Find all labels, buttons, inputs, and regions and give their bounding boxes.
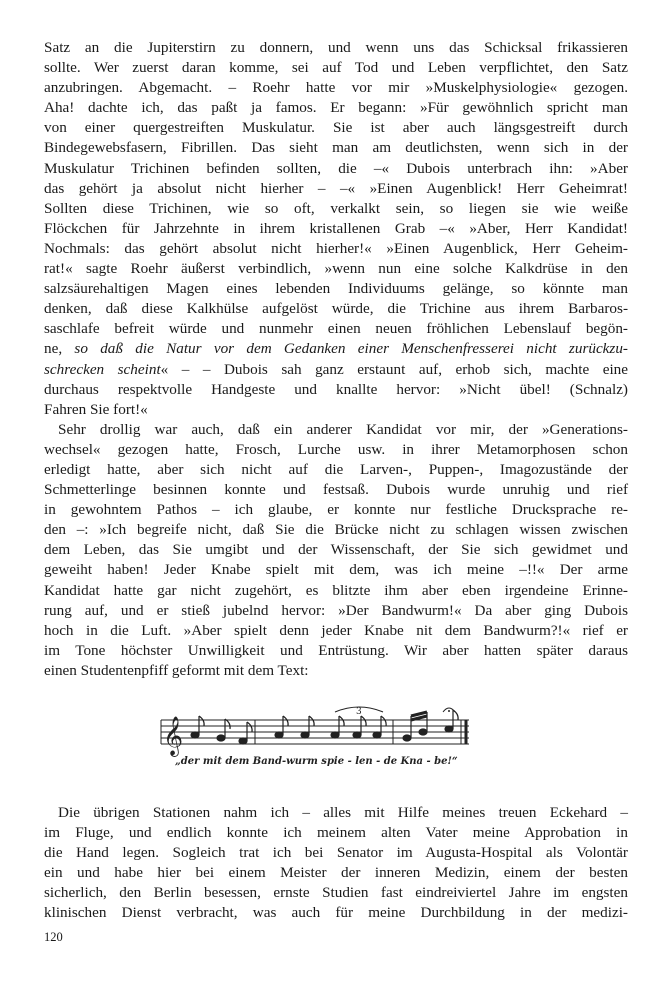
text-line: im Tone höchster Unwilligkeit und Entrüstung. Wir aber hatten später daraus	[44, 641, 628, 659]
text-line: Bindegewebsfasern, Fibrillen. Das sieht man am deutlichsten, wenn sich in der	[44, 139, 628, 157]
text-line: erledigt hatte, aber sich nicht auf die Larven-, Puppen-, Imagozustände der	[44, 460, 628, 478]
notes	[191, 710, 458, 744]
text-line: Muskulatur Trichinen befinden sollten, die –« Dubois unterbrach ihn: »Aber	[44, 159, 628, 177]
text-line: Die übrigen Stationen nahm ich – alles mit Hilfe meines treuen Eckehard –	[58, 804, 628, 821]
text-line: klinischen Dienst verbracht, was auch für meine Durchbildung in der medizi-	[44, 904, 628, 922]
text-line: sollte. Wer zuerst daran komme, sei auf Tod und Leben verpflichtet, den Satz	[44, 59, 628, 77]
text-line: geweiht haben! Jeder Knabe spielt mit dem, was ich meine –!!« Der arme	[44, 561, 628, 579]
text-line: im Fluge, und endlich konnte ich meinem alten Vater meine Approbation in	[44, 824, 628, 842]
text-line: das gehört ja absolut nicht hierher – –« »Einen Augenblick! Herr Geheimrat!	[44, 179, 628, 197]
text-line: anzubringen. Abgemacht. – Roehr hatte vor mir »Muskelphysiologie« gezogen.	[44, 79, 628, 97]
text-fragment: « – – Dubois sah ganz erstaunt auf, erhob sich, machte eine	[160, 360, 628, 378]
music-lyrics: „der mit dem Band-wurm spie - len - de Kna - be!“	[175, 756, 458, 767]
text-line: hoch in die Luft. »Aber spielt denn jeder Knabe nit dem Bandwurm?!« rief er	[44, 621, 628, 639]
text-line: durchaus respektvolle Handgeste und knallte hervor: »Nicht übel! (Schnalz)	[44, 380, 628, 398]
treble-clef-icon: 𝄞	[163, 716, 184, 756]
text-line: sicherlich, den Berlin besessen, ernste Studien fast eindreiviertel Jahre im engsten	[44, 884, 628, 902]
text-line: Nochmals: das gehört absolut nicht hierher!« »Einen Augenblick, Herr Geheim-	[44, 239, 628, 257]
text-line: in gewohntem Pathos – ich glaube, er konnte nur festliche Drucksprache re-	[44, 501, 628, 519]
paragraph-after-music	[44, 803, 628, 924]
text-line: salzsäurehaltigen Magen eines lebenden Individuums gelänge, so könnte man	[44, 280, 628, 298]
text-line: saschlafe befreit würde und nunmehr einen neuen fröhlichen Lebenslauf begön-	[44, 320, 628, 338]
text-line: Satz an die Jupiterstirn zu donnern, und wenn uns das Schicksal frikassieren	[44, 39, 628, 56]
body-text	[44, 38, 628, 681]
text-line	[44, 360, 628, 380]
text-line: dem Leben, das Sie umgibt und der Wissenschaft, der Sie sich gewidmet und	[44, 541, 628, 559]
italic-text: so daß die Natur vor dem Gedanken einer Menschenfresserei nicht zurückzu-	[74, 340, 628, 358]
triplet-number: 3	[356, 707, 362, 717]
page-number: 120	[44, 930, 63, 944]
text-line: Sehr drollig war auch, daß ein anderer Kandidat vor mir, der »Generations-	[58, 420, 628, 438]
text-line: rat!« sagte Roehr äußerst verbindlich, »wenn nun eine solche Kalkdrüse in den	[44, 260, 628, 278]
text-fragment: ne,	[44, 340, 75, 358]
text-line: den –: »Ich begreife nicht, daß Sie die Brücke nicht zu schlagen wissen zwischen	[44, 521, 628, 539]
text-line: die Hand legen. Sogleich trat ich bei Senator im Augusta-Hospital als Volontär	[44, 844, 628, 862]
text-line: wechsel« gezogen hatte, Frosch, Lurche usw. in ihrer Metamorphosen schon	[44, 440, 628, 458]
text-line: rung auf, und er stieß jubelnd hervor: »Der Bandwurm!« Da aber ging Dubois	[44, 601, 628, 619]
text-line: denken, daß diese Kalkhülse aufgelöst würde, die Trichine aus ihrem Barbaros-	[44, 300, 628, 318]
text-line: Flöckchen für Jahrzehnte in ihrem kristallenen Grab –« »Aber, Herr Kandidat!	[44, 219, 628, 237]
text-line	[44, 339, 628, 359]
text-line: ein und habe hier bei einem Meister der inneren Medizin, einem der besten	[44, 864, 628, 882]
text-line: Fahren Sie fort!«	[44, 400, 148, 418]
italic-text: schrecken scheint	[44, 360, 161, 378]
text-line: Schmetterlinge besinnen konnte und festsaß. Dubois wurde unruhig und rief	[44, 481, 628, 499]
text-line: Aha! dachte ich, das paßt ja famos. Er begann: »Für gewöhnlich spricht man	[44, 99, 628, 117]
music-notation	[155, 706, 475, 776]
text-line: von einer quergestreiften Muskulatur. Sie ist aber auch längsgestreift durch	[44, 119, 628, 137]
text-line: Kandidat hatte gar nicht zugehört, es blitzte ihm aber eben irgendeine Erinne-	[44, 581, 628, 599]
text-line: Sollten diese Trichinen, wie so oft, verkalkt sein, so liegen sie wie weiße	[44, 199, 628, 217]
text-line: einen Studentenpfiff geformt mit dem Text:	[44, 661, 309, 679]
